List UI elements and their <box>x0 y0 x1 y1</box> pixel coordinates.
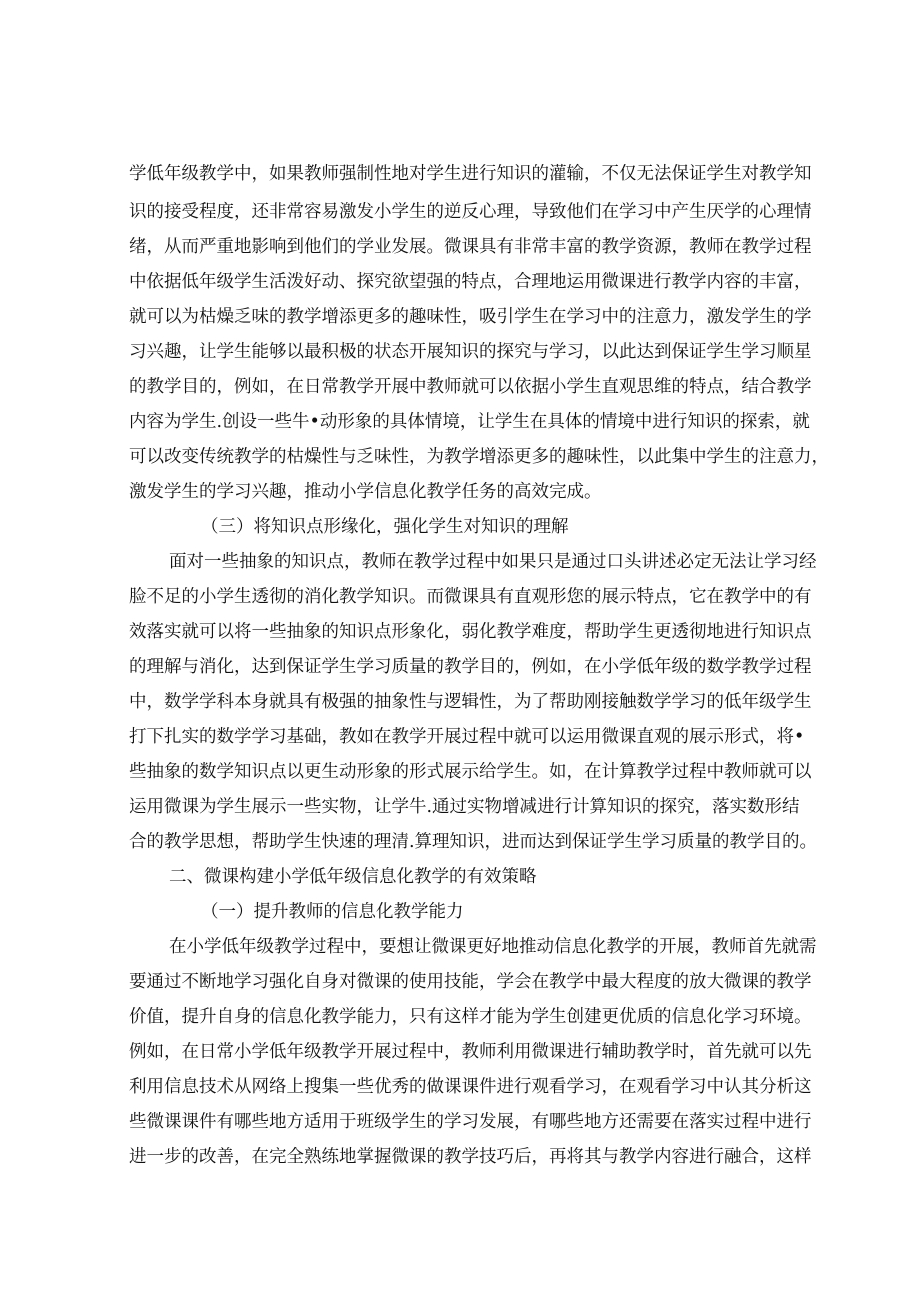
subsection-heading: （一）提升教师的信息化教学能力 <box>201 902 464 922</box>
paragraph-line: 效落实就可以将一些抽象的知识点形象化，弱化教学难度，帮助学生更透彻地进行知识点 <box>129 622 812 642</box>
paragraph-line: 面对一些抽象的知识点，教师在教学过程中如果只是通过口头讲述必定无法让学习经 <box>169 552 817 572</box>
paragraph-line: 可以改变传统教学的枯燥性与乏味性，为教学增添更多的趣味性，以此集中学生的注意力， <box>129 447 829 467</box>
paragraph-line: 利用信息技术从网络上搜集一些优秀的做课课件进行观看学习，在观看学习中认其分析这 <box>129 1077 812 1097</box>
paragraph-line: 的理解与消化，达到保证学生学习质量的教学目的，例如，在小学低年级的数学教学过程 <box>129 657 812 677</box>
paragraph-line: 中依据低年级学生活泼好动、探究欲望强的特点，合理地运用微课进行教学内容的丰富， <box>129 272 812 292</box>
paragraph-line: 识的接受程度，还非常容易激发小学生的逆反心理，导致他们在学习中产生厌学的心理情 <box>129 202 812 222</box>
paragraph-line: 激发学生的学习兴趣，推动小学信息化教学任务的高效完成。 <box>129 482 602 502</box>
paragraph-line: 些抽象的数学知识点以更生动形象的形式展示给学生。如，在计算教学过程中教师就可以 <box>129 762 812 782</box>
paragraph-line: 学低年级教学中，如果教师强制性地对学生进行知识的灌输，不仅无法保证学生对教学知 <box>129 164 812 184</box>
paragraph-line: 习兴趣，让学生能够以最积极的状态开展知识的探究与学习，以此达到保证学生学习顺星 <box>129 342 812 362</box>
paragraph-line: 运用微课为学生展示一些实物，让学牛.通过实物增减进行计算知识的探究，落实数形结 <box>129 797 800 817</box>
paragraph-line: 内容为学生.创设一些牛•动形象的具体情境，让学生在具体的情境中进行知识的探索，就 <box>129 412 810 432</box>
paragraph-line: 的教学目的，例如，在日常教学开展中教师就可以依据小学生直观思维的特点，结合教学 <box>129 377 812 397</box>
paragraph-line: 中，数学学科本身就具有极强的抽象性与逻辑性，为了帮助刚接触数学学习的低年级学生 <box>129 692 812 712</box>
paragraph-line: 例如，在日常小学低年级教学开展过程中，教师利用微课进行辅助教学时，首先就可以先 <box>129 1042 812 1062</box>
paragraph-line: 绪，从而严重地影响到他们的学业发展。微课具有非常丰富的教学资源，教师在教学过程 <box>129 237 812 257</box>
paragraph-line: 进一步的改善，在完全熟练地掌握微课的教学技巧后，再将其与教学内容进行融合，这样 <box>129 1147 812 1167</box>
paragraph-line: 合的教学思想，帮助学生快速的理清.算理知识，进而达到保证学生学习质量的教学目的。 <box>129 832 818 852</box>
paragraph-line: 要通过不断地学习强化自身对微课的使用技能，学会在教学中最大程度的放大微课的教学 <box>129 972 812 992</box>
paragraph-line: 价值，提升自身的信息化教学能力，只有这样才能为学生创建更优质的信息化学习环境。 <box>129 1007 812 1027</box>
section-heading: （三）将知识点形缘化，强化学生对知识的理解 <box>201 517 569 537</box>
paragraph-line: 就可以为枯燥乏味的教学增添更多的趣味性，吸引学生在学习中的注意力，激发学生的学 <box>129 307 812 327</box>
paragraph-line: 打下扎实的数学学习基础，教如在教学开展过程中就可以运用微课直观的展示形式，将• <box>129 727 805 747</box>
paragraph-line: 脸不足的小学生透彻的消化教学知识。而微课具有直观形您的展示特点，它在教学中的有 <box>129 587 812 607</box>
paragraph-line: 些微课课件有哪些地方适用于班级学生的学习发展，有哪些地方还需要在落实过程中进行 <box>129 1112 812 1132</box>
paragraph-line: 在小学低年级教学过程中，要想让微课更好地推动信息化教学的开展，教师首先就需 <box>169 937 817 957</box>
section-heading: 二、微课构建小学低年级信息化教学的有效策略 <box>169 867 537 887</box>
